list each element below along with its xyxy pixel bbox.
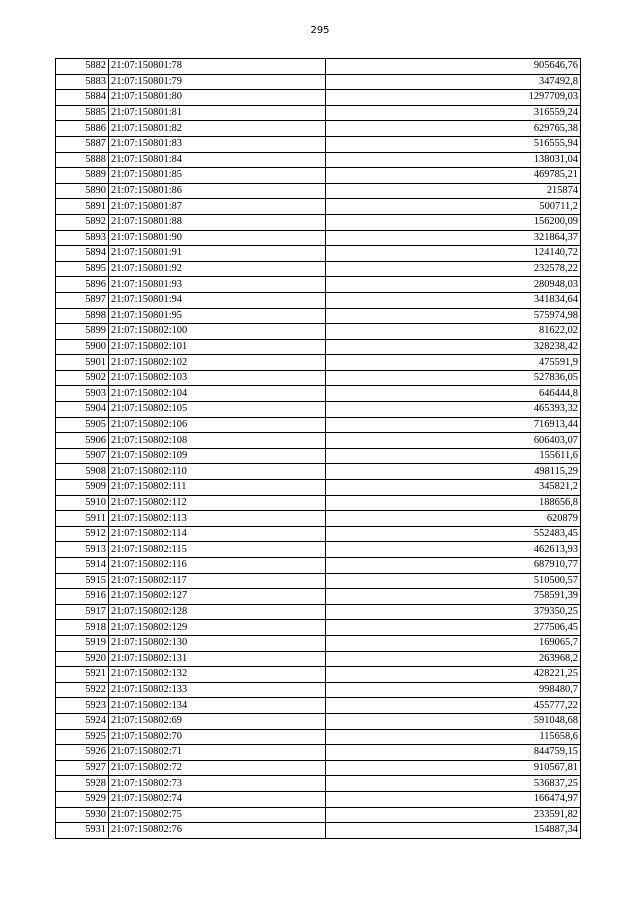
row-number-cell: 5915	[56, 573, 109, 589]
table-row	[56, 355, 581, 371]
cadastral-value-cell: 687910,77	[326, 558, 581, 574]
row-number-cell: 5900	[56, 339, 109, 355]
cadastral-value-cell: 716913,44	[326, 417, 581, 433]
row-number-cell: 5889	[56, 168, 109, 184]
row-number-cell: 5913	[56, 542, 109, 558]
cadastral-value-cell: 498115,29	[326, 464, 581, 480]
cadastral-value-cell: 455777,22	[326, 698, 581, 714]
table-row	[56, 277, 581, 293]
cadastral-number-cell: 21:07:150801:92	[109, 261, 326, 277]
cadastral-value-cell: 115658,6	[326, 729, 581, 745]
cadastral-number-cell: 21:07:150802:111	[109, 480, 326, 496]
cadastral-value-cell: 156200,09	[326, 214, 581, 230]
row-number-cell: 5908	[56, 464, 109, 480]
cadastral-number-cell: 21:07:150802:130	[109, 635, 326, 651]
cadastral-number-cell: 21:07:150801:82	[109, 121, 326, 137]
cadastral-value-cell: 233591,82	[326, 807, 581, 823]
cadastral-number-cell: 21:07:150802:128	[109, 604, 326, 620]
table-row	[56, 448, 581, 464]
table-row	[56, 511, 581, 527]
table-row	[56, 791, 581, 807]
row-number-cell: 5909	[56, 480, 109, 496]
cadastral-number-cell: 21:07:150802:69	[109, 713, 326, 729]
cadastral-value-cell: 188656,8	[326, 495, 581, 511]
cadastral-value-cell: 606403,07	[326, 433, 581, 449]
table-row	[56, 589, 581, 605]
table-row	[56, 90, 581, 106]
cadastral-number-cell: 21:07:150801:83	[109, 136, 326, 152]
cadastral-value-cell: 154887,34	[326, 823, 581, 839]
cadastral-value-cell: 263968,2	[326, 651, 581, 667]
row-number-cell: 5882	[56, 59, 109, 75]
cadastral-value-cell: 347492,8	[326, 74, 581, 90]
table-row	[56, 370, 581, 386]
row-number-cell: 5885	[56, 105, 109, 121]
table-row	[56, 651, 581, 667]
cadastral-number-cell: 21:07:150802:116	[109, 558, 326, 574]
cadastral-value-cell: 469785,21	[326, 168, 581, 184]
row-number-cell: 5884	[56, 90, 109, 106]
cadastral-number-cell: 21:07:150802:71	[109, 745, 326, 761]
cadastral-number-cell: 21:07:150802:133	[109, 682, 326, 698]
row-number-cell: 5883	[56, 74, 109, 90]
table-row	[56, 339, 581, 355]
table-row	[56, 417, 581, 433]
cadastral-number-cell: 21:07:150802:108	[109, 433, 326, 449]
cadastral-value-cell: 629765,38	[326, 121, 581, 137]
row-number-cell: 5893	[56, 230, 109, 246]
row-number-cell: 5912	[56, 526, 109, 542]
cadastral-value-cell: 910567,81	[326, 760, 581, 776]
cadastral-value-cell: 998480,7	[326, 682, 581, 698]
cadastral-value-cell: 500711,2	[326, 199, 581, 215]
table-row	[56, 604, 581, 620]
table-row	[56, 74, 581, 90]
cadastral-number-cell: 21:07:150802:73	[109, 776, 326, 792]
table-row	[56, 246, 581, 262]
row-number-cell: 5929	[56, 791, 109, 807]
table-row	[56, 480, 581, 496]
table-row	[56, 308, 581, 324]
cadastral-number-cell: 21:07:150802:113	[109, 511, 326, 527]
cadastral-number-cell: 21:07:150801:94	[109, 292, 326, 308]
table-row	[56, 573, 581, 589]
cadastral-number-cell: 21:07:150802:106	[109, 417, 326, 433]
table-row	[56, 402, 581, 418]
cadastral-value-cell: 516555,94	[326, 136, 581, 152]
row-number-cell: 5902	[56, 370, 109, 386]
cadastral-value-cell: 166474,97	[326, 791, 581, 807]
cadastral-value-cell: 1297709,03	[326, 90, 581, 106]
cadastral-value-cell: 321864,37	[326, 230, 581, 246]
cadastral-number-cell: 21:07:150802:101	[109, 339, 326, 355]
table-row	[56, 776, 581, 792]
cadastral-number-cell: 21:07:150802:134	[109, 698, 326, 714]
row-number-cell: 5891	[56, 199, 109, 215]
row-number-cell: 5888	[56, 152, 109, 168]
cadastral-value-cell: 758591,39	[326, 589, 581, 605]
cadastral-number-cell: 21:07:150801:91	[109, 246, 326, 262]
table-row	[56, 620, 581, 636]
cadastral-value-cell: 341834,64	[326, 292, 581, 308]
cadastral-value-cell: 905646,76	[326, 59, 581, 75]
row-number-cell: 5905	[56, 417, 109, 433]
cadastral-value-cell: 475591,9	[326, 355, 581, 371]
cadastral-value-cell: 379350,25	[326, 604, 581, 620]
row-number-cell: 5921	[56, 667, 109, 683]
row-number-cell: 5931	[56, 823, 109, 839]
cadastral-number-cell: 21:07:150801:79	[109, 74, 326, 90]
row-number-cell: 5897	[56, 292, 109, 308]
cadastral-number-cell: 21:07:150801:80	[109, 90, 326, 106]
cadastral-value-cell: 345821,2	[326, 480, 581, 496]
table-row	[56, 635, 581, 651]
cadastral-number-cell: 21:07:150802:110	[109, 464, 326, 480]
table-row	[56, 464, 581, 480]
cadastral-value-cell: 124140,72	[326, 246, 581, 262]
table-row	[56, 168, 581, 184]
cadastral-value-cell: 575974,98	[326, 308, 581, 324]
cadastral-number-cell: 21:07:150802:117	[109, 573, 326, 589]
cadastral-value-cell: 462613,93	[326, 542, 581, 558]
cadastral-number-cell: 21:07:150802:70	[109, 729, 326, 745]
row-number-cell: 5923	[56, 698, 109, 714]
cadastral-number-cell: 21:07:150802:102	[109, 355, 326, 371]
row-number-cell: 5916	[56, 589, 109, 605]
row-number-cell: 5895	[56, 261, 109, 277]
cadastral-number-cell: 21:07:150801:95	[109, 308, 326, 324]
row-number-cell: 5887	[56, 136, 109, 152]
cadastral-number-cell: 21:07:150802:75	[109, 807, 326, 823]
cadastral-number-cell: 21:07:150801:86	[109, 183, 326, 199]
table-row	[56, 526, 581, 542]
table-row	[56, 558, 581, 574]
cadastral-value-cell: 527836,05	[326, 370, 581, 386]
table-body	[56, 59, 581, 839]
cadastral-number-cell: 21:07:150801:87	[109, 199, 326, 215]
cadastral-value-cell: 428221,25	[326, 667, 581, 683]
table-row	[56, 121, 581, 137]
table-row	[56, 292, 581, 308]
row-number-cell: 5930	[56, 807, 109, 823]
cadastral-value-cell: 552483,45	[326, 526, 581, 542]
row-number-cell: 5894	[56, 246, 109, 262]
cadastral-value-cell: 328238,42	[326, 339, 581, 355]
cadastral-number-cell: 21:07:150802:132	[109, 667, 326, 683]
table-row	[56, 682, 581, 698]
table-row	[56, 183, 581, 199]
cadastral-number-cell: 21:07:150802:115	[109, 542, 326, 558]
cadastral-number-cell: 21:07:150802:129	[109, 620, 326, 636]
table-row	[56, 667, 581, 683]
table-row	[56, 59, 581, 75]
row-number-cell: 5918	[56, 620, 109, 636]
table-row	[56, 105, 581, 121]
table-row	[56, 214, 581, 230]
cadastral-value-table	[55, 58, 581, 839]
row-number-cell: 5917	[56, 604, 109, 620]
cadastral-number-cell: 21:07:150802:114	[109, 526, 326, 542]
cadastral-value-cell: 138031,04	[326, 152, 581, 168]
row-number-cell: 5914	[56, 558, 109, 574]
row-number-cell: 5928	[56, 776, 109, 792]
row-number-cell: 5919	[56, 635, 109, 651]
row-number-cell: 5903	[56, 386, 109, 402]
cadastral-number-cell: 21:07:150801:81	[109, 105, 326, 121]
row-number-cell: 5904	[56, 402, 109, 418]
row-number-cell: 5911	[56, 511, 109, 527]
table-row	[56, 745, 581, 761]
cadastral-value-cell: 620879	[326, 511, 581, 527]
row-number-cell: 5901	[56, 355, 109, 371]
table-row	[56, 729, 581, 745]
cadastral-value-cell: 232578,22	[326, 261, 581, 277]
cadastral-number-cell: 21:07:150802:104	[109, 386, 326, 402]
cadastral-value-cell: 169065,7	[326, 635, 581, 651]
row-number-cell: 5920	[56, 651, 109, 667]
table-row	[56, 713, 581, 729]
cadastral-number-cell: 21:07:150802:131	[109, 651, 326, 667]
table-row	[56, 495, 581, 511]
cadastral-number-cell: 21:07:150802:72	[109, 760, 326, 776]
cadastral-value-cell: 510500,57	[326, 573, 581, 589]
row-number-cell: 5896	[56, 277, 109, 293]
row-number-cell: 5907	[56, 448, 109, 464]
table-row	[56, 324, 581, 340]
cadastral-number-cell: 21:07:150802:105	[109, 402, 326, 418]
row-number-cell: 5899	[56, 324, 109, 340]
row-number-cell: 5886	[56, 121, 109, 137]
table-row	[56, 433, 581, 449]
cadastral-number-cell: 21:07:150801:88	[109, 214, 326, 230]
cadastral-number-cell: 21:07:150802:109	[109, 448, 326, 464]
row-number-cell: 5927	[56, 760, 109, 776]
row-number-cell: 5910	[56, 495, 109, 511]
cadastral-number-cell: 21:07:150802:74	[109, 791, 326, 807]
cadastral-value-cell: 155611,6	[326, 448, 581, 464]
cadastral-number-cell: 21:07:150801:78	[109, 59, 326, 75]
cadastral-value-cell: 591048,68	[326, 713, 581, 729]
row-number-cell: 5906	[56, 433, 109, 449]
row-number-cell: 5925	[56, 729, 109, 745]
cadastral-number-cell: 21:07:150802:127	[109, 589, 326, 605]
row-number-cell: 5924	[56, 713, 109, 729]
cadastral-value-cell: 81622,02	[326, 324, 581, 340]
table-row	[56, 807, 581, 823]
table-row	[56, 152, 581, 168]
cadastral-number-cell: 21:07:150801:90	[109, 230, 326, 246]
table-row	[56, 760, 581, 776]
table-row	[56, 823, 581, 839]
cadastral-value-cell: 844759,15	[326, 745, 581, 761]
cadastral-number-cell: 21:07:150802:76	[109, 823, 326, 839]
cadastral-number-cell: 21:07:150802:103	[109, 370, 326, 386]
cadastral-number-cell: 21:07:150801:84	[109, 152, 326, 168]
cadastral-value-cell: 280948,03	[326, 277, 581, 293]
cadastral-value-cell: 646444,8	[326, 386, 581, 402]
table-row	[56, 136, 581, 152]
cadastral-value-cell: 316559,24	[326, 105, 581, 121]
cadastral-number-cell: 21:07:150802:112	[109, 495, 326, 511]
row-number-cell: 5890	[56, 183, 109, 199]
table-row	[56, 230, 581, 246]
cadastral-number-cell: 21:07:150802:100	[109, 324, 326, 340]
table-row	[56, 261, 581, 277]
table-row	[56, 199, 581, 215]
cadastral-value-cell: 277506,45	[326, 620, 581, 636]
cadastral-value-cell: 465393,32	[326, 402, 581, 418]
row-number-cell: 5922	[56, 682, 109, 698]
cadastral-value-cell: 215874	[326, 183, 581, 199]
cadastral-number-cell: 21:07:150801:93	[109, 277, 326, 293]
row-number-cell: 5892	[56, 214, 109, 230]
cadastral-number-cell: 21:07:150801:85	[109, 168, 326, 184]
table-row	[56, 698, 581, 714]
row-number-cell: 5898	[56, 308, 109, 324]
cadastral-value-cell: 536837,25	[326, 776, 581, 792]
table-row	[56, 542, 581, 558]
row-number-cell: 5926	[56, 745, 109, 761]
table-row	[56, 386, 581, 402]
page-number: 295	[310, 25, 330, 36]
